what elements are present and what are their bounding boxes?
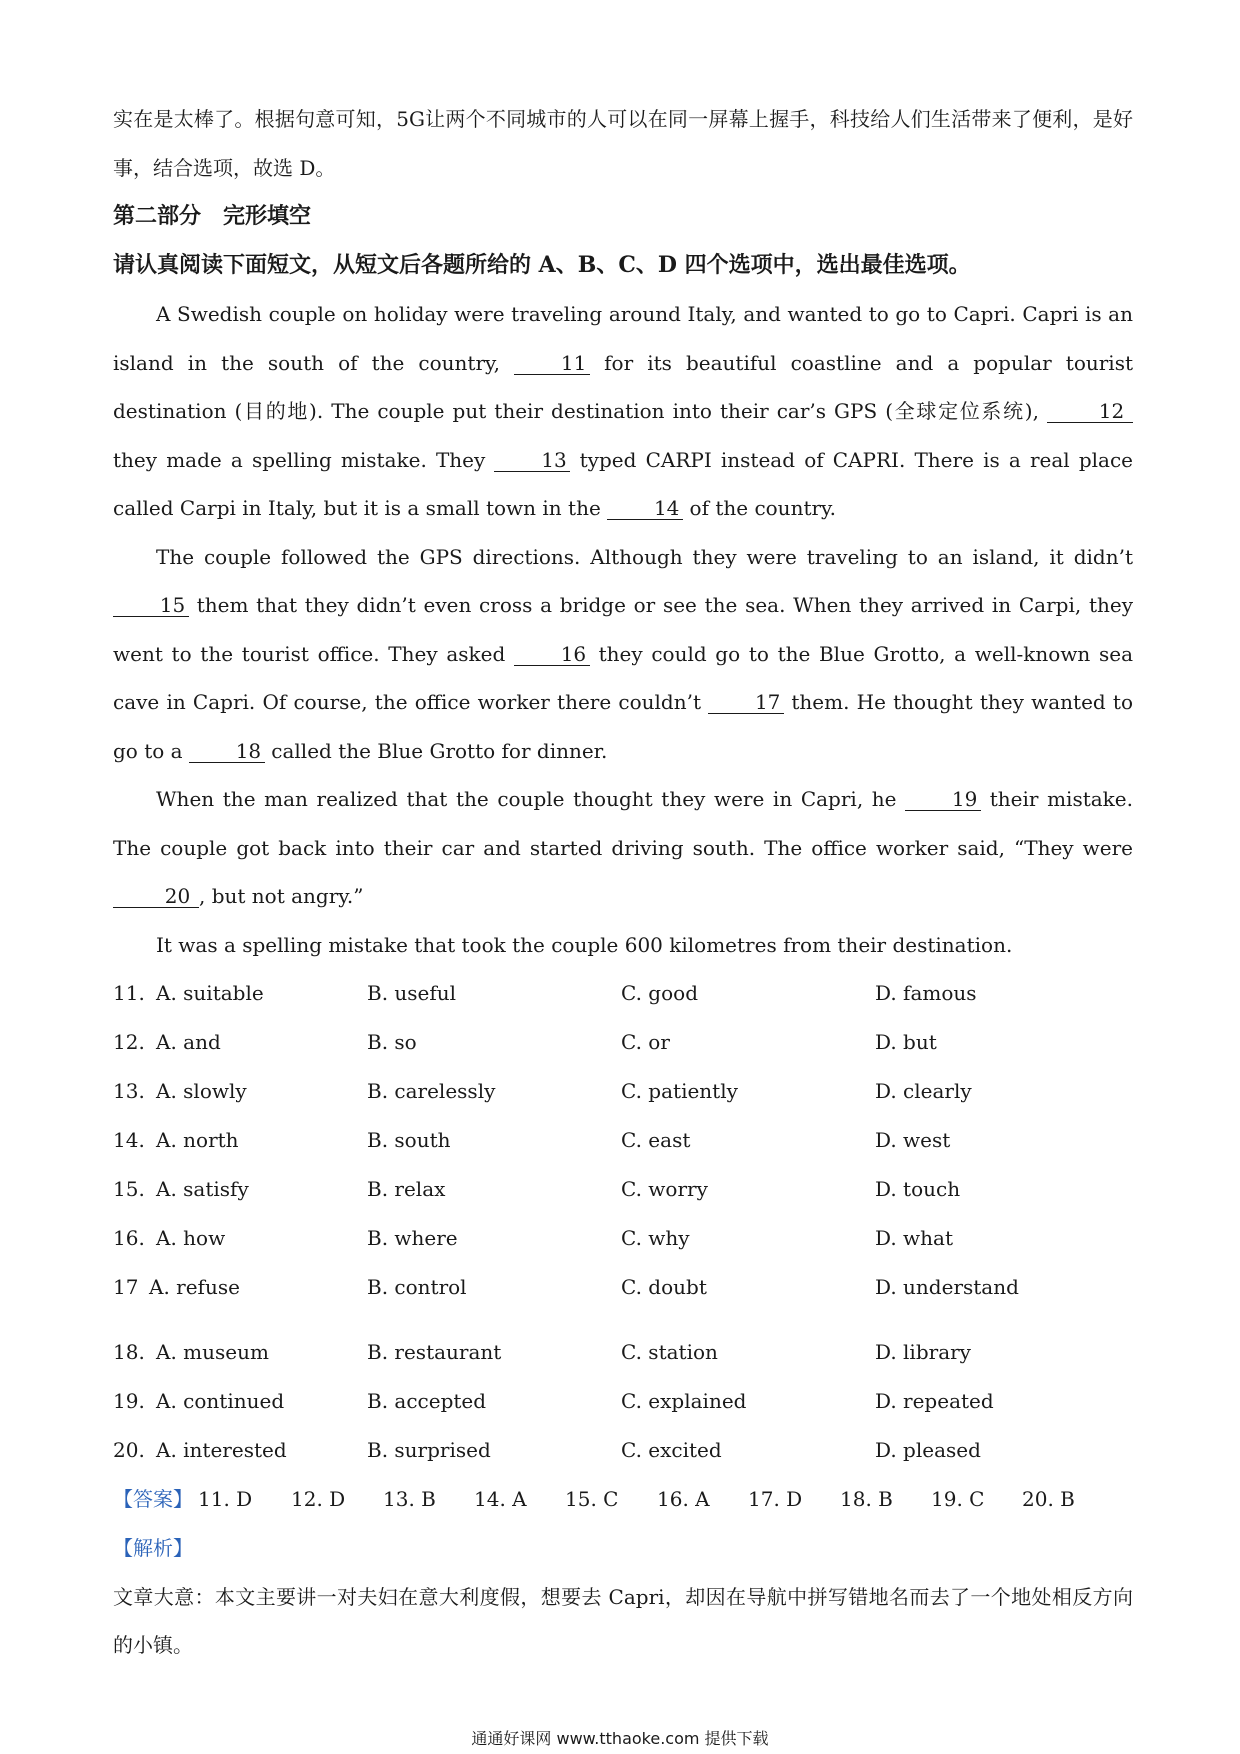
question-row: 15. A. satisfy B. relax C. worry D. touch: [113, 1165, 1133, 1214]
option-a: A. slowly: [156, 1079, 247, 1103]
blank-17: 17: [708, 691, 784, 714]
option-d: D. repeated: [875, 1389, 994, 1413]
answer-item: 14. A: [474, 1487, 527, 1511]
answer-key: [113, 1475, 1133, 1524]
option-c: C. worry: [621, 1177, 708, 1201]
passage-paragraph-2: The couple followed the GPS directions. Although they were traveling to an island, it didn’t 15 them that they didn’t even cross a bridge or see the sea. When they arrived in Carpi, they went to the tourist office. They asked 16 they could go to the Blue Grotto, a well-known sea cave in Capri. Of course, the office worker there couldn’t 17 them. He thought they wanted to go to a 18 called the Blue Grotto for dinner.: [113, 544, 1134, 763]
option-d: D. famous: [875, 981, 977, 1005]
option-b: B. so: [367, 1030, 417, 1054]
question-row: 13. A. slowly B. carelessly C. patiently D. clearly: [113, 1067, 1133, 1116]
option-b: B. accepted: [367, 1389, 487, 1413]
option-a: A. how: [156, 1226, 226, 1250]
intro-text: 实在是太棒了。根据句意可知，5G让两个不同城市的人可以在同一屏幕上握手，科技给人们生活带来了便利，是好事，结合选项，故选 D。: [113, 107, 1133, 180]
option-b: B. where: [367, 1226, 458, 1250]
option-c: C. or: [621, 1030, 670, 1054]
question-row: 11. A. suitable B. useful C. good D. famous: [113, 969, 1133, 1018]
option-a: A. and: [156, 1030, 221, 1054]
blank-12: 12: [1047, 400, 1133, 423]
option-a: A. north: [156, 1128, 239, 1152]
answer-item: 13. B: [383, 1487, 436, 1511]
option-a: A. satisfy: [156, 1177, 249, 1201]
blank-14: 14: [607, 497, 683, 520]
option-a: A. continued: [156, 1389, 285, 1413]
option-a: A. museum: [156, 1340, 269, 1364]
blank-20: 20: [113, 885, 199, 908]
passage-paragraph-4: It was a spelling mistake that took the couple 600 kilometres from their destination.: [156, 932, 1013, 957]
question-row: 19. A. continued B. accepted C. explained D. repeated: [113, 1377, 1133, 1426]
question-row: 20. A. interested B. surprised C. excited D. pleased: [113, 1426, 1133, 1475]
answer-label: 【答案】: [113, 1487, 193, 1511]
option-a: A. refuse: [149, 1275, 240, 1299]
option-c: C. explained: [621, 1389, 747, 1413]
option-c: C. east: [621, 1128, 691, 1152]
option-c: C. doubt: [621, 1275, 707, 1299]
option-d: D. west: [875, 1128, 951, 1152]
question-row: 16. A. how B. where C. why D. what: [113, 1214, 1133, 1263]
option-a: A. suitable: [156, 981, 264, 1005]
option-c: C. good: [621, 981, 698, 1005]
option-d: D. but: [875, 1030, 937, 1054]
blank-18: 18: [189, 740, 265, 763]
question-row: 18. A. museum B. restaurant C. station D. library: [113, 1328, 1133, 1377]
blank-19: 19: [905, 788, 981, 811]
option-d: D. pleased: [875, 1438, 981, 1462]
option-b: B. useful: [367, 981, 457, 1005]
option-c: C. excited: [621, 1438, 722, 1462]
blank-16: 16: [514, 643, 590, 666]
option-a: A. interested: [156, 1438, 287, 1462]
option-d: D. understand: [875, 1275, 1019, 1299]
page-footer: 通通好课网 www.tthaoke.com 提供下载: [471, 1729, 769, 1748]
option-b: B. surprised: [367, 1438, 491, 1462]
question-row: 14. A. north B. south C. east D. west: [113, 1116, 1133, 1165]
option-b: B. south: [367, 1128, 451, 1152]
instruction: 请认真阅读下面短文，从短文后各题所给的 A、B、C、D 四个选项中，选出最佳选项。: [113, 252, 971, 278]
passage-paragraph-3: When the man realized that the couple thought they were in Capri, he 19 their mistake. The couple got back into their car and started driving south. The office worker said, “They were 20 , but not angry.”: [113, 787, 1133, 908]
answer-item: 11. D: [198, 1487, 253, 1511]
answer-item: 12. D: [291, 1487, 346, 1511]
option-d: D. touch: [875, 1177, 961, 1201]
option-b: B. carelessly: [367, 1079, 496, 1103]
option-d: D. library: [875, 1340, 971, 1364]
document-page: [113, 95, 1133, 1670]
passage-paragraph-1: A Swedish couple on holiday were traveling around Italy, and wanted to go to Capri. Capri is an island in the south of the country, 11 for its beautiful coastline and a popular tourist destination (目的地). The couple put their destination into their car’s GPS (全球定位系统), 12 they made a spelling mistake. They 13 typed CARPI instead of CAPRI. There is a real place called Carpi in Italy, but it is a small town in the 14 of the country.: [113, 302, 1134, 520]
option-d: D. what: [875, 1226, 953, 1250]
summary-text: 文章大意：本文主要讲一对夫妇在意大利度假，想要去 Capri，却因在导航中拼写错地名而去了一个地处相反方向的小镇。: [113, 1584, 1133, 1657]
option-b: B. restaurant: [367, 1340, 502, 1364]
answer-item: 18. B: [840, 1487, 893, 1511]
analysis-label: 【解析】: [113, 1536, 193, 1560]
question-row: 12. A. and B. so C. or D. but: [113, 1018, 1133, 1067]
option-c: C. patiently: [621, 1079, 738, 1103]
question-options: [113, 969, 1133, 1475]
section-title: 第二部分 完形填空: [113, 203, 312, 229]
option-d: D. clearly: [875, 1079, 972, 1103]
answer-item: 20. B: [1022, 1487, 1075, 1511]
blank-15: 15: [113, 594, 189, 617]
blank-13: 13: [494, 449, 570, 472]
answer-item: 15. C: [565, 1487, 619, 1511]
option-b: B. relax: [367, 1177, 446, 1201]
answer-item: 16. A: [657, 1487, 710, 1511]
blank-11: 11: [514, 352, 590, 375]
option-c: C. station: [621, 1340, 718, 1364]
option-c: C. why: [621, 1226, 690, 1250]
answer-item: 19. C: [931, 1487, 985, 1511]
answer-item: 17. D: [748, 1487, 803, 1511]
option-b: B. control: [367, 1275, 467, 1299]
question-row: 17 A. refuse B. control C. doubt D. understand: [113, 1263, 1133, 1312]
